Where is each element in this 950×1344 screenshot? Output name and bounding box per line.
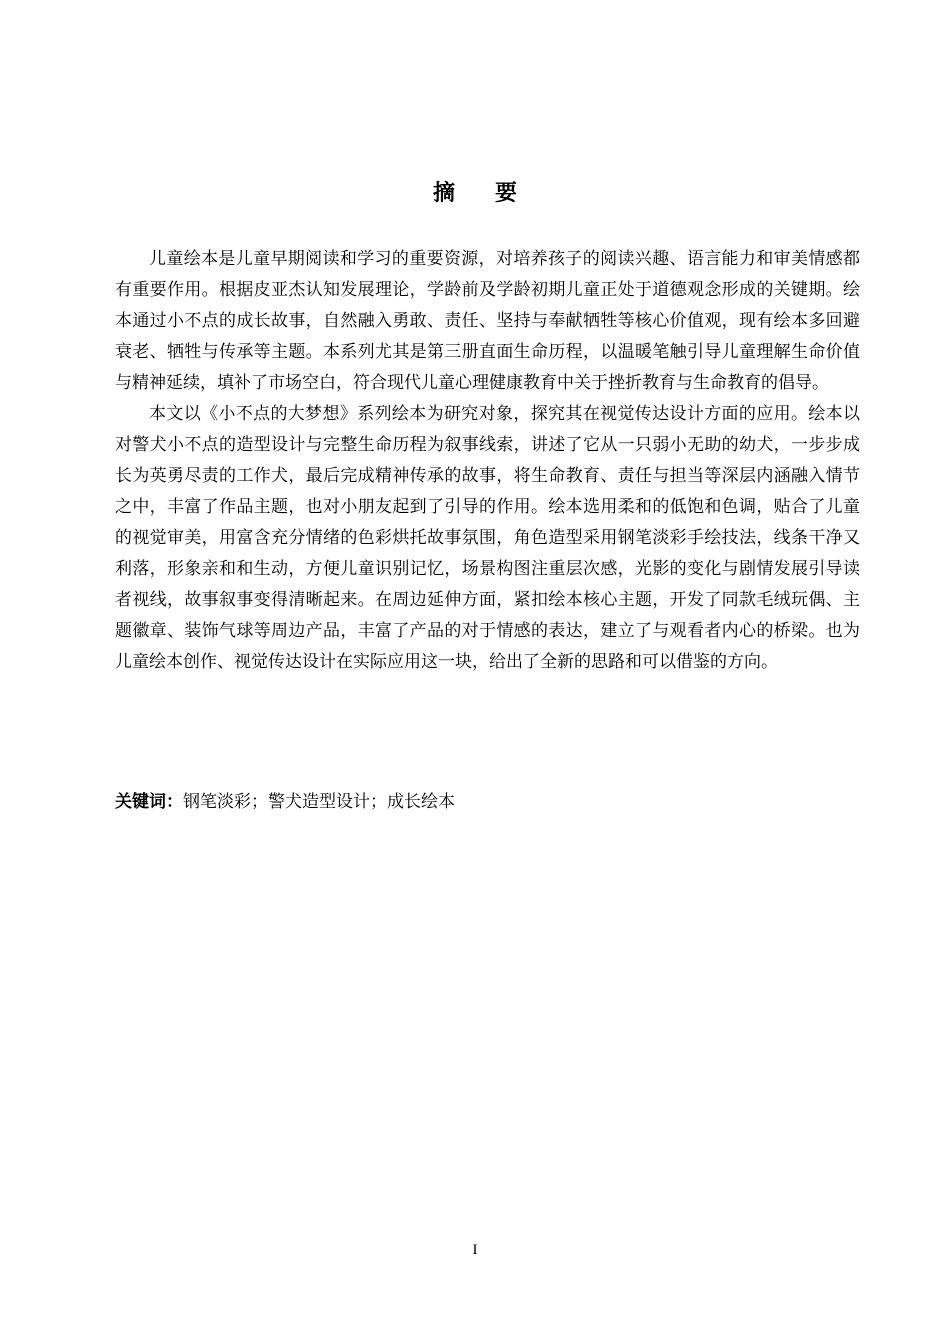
page-title: 摘要 [432, 181, 557, 206]
abstract-paragraph-2: 本文以《小不点的大梦想》系列绘本为研究对象，探究其在视觉传达设计方面的应用。绘本以对警犬小不点的造型设计与完整生命历程为叙事线索，讲述了它从一只弱小无助的幼犬，一步步成长为英勇尽责的工作犬，最后完成精神传承的故事，将生命教育、责任与担当等深层内涵融入情节之中，丰富了作品主题，也对小朋友起到了引导的作用。绘本选用柔和的低饱和色调，贴合了儿童的视觉审美，用富含充分情绪的色彩烘托故事氛围，角色造型采用钢笔淡彩手绘技法，线条干净又利落，形象亲和和生动，方便儿童识别记忆，场景构图注重层次感，光影的变化与剧情发展引导读者视线，故事叙事变得清晰起来。在周边延伸方面，紧扣绘本核心主题，开发了同款毛绒玩偶、主题徽章、装饰气球等周边产品，丰富了产品的对于情感的表达，建立了与观看者内心的桥梁。也为儿童绘本创作、视觉传达设计在实际应用这一块，给出了全新的思路和可以借鉴的方向。 [115, 404, 860, 672]
keywords-text: 钢笔淡彩；警犬造型设计；成长绘本 [183, 792, 455, 812]
keywords-line [115, 788, 860, 816]
keywords-label: 关键词： [115, 792, 183, 812]
abstract-paragraph-1: 儿童绘本是儿童早期阅读和学习的重要资源，对培养孩子的阅读兴趣、语言能力和审美情感都有重要作用。根据皮亚杰认知发展理论，学龄前及学龄初期儿童正处于道德观念形成的关键期。绘本通过小不点的成长故事，自然融入勇敢、责任、坚持与奉献牺牲等核心价值观，现有绘本多回避衰老、牺牲与传承等主题。本系列尤其是第三册直面生命历程，以温暖笔触引导儿童理解生命价值与精神延续，填补了市场空白，符合现代儿童心理健康教育中关于挫折教育与生命教育的倡导。 [115, 249, 860, 393]
abstract-body [115, 244, 860, 678]
page-number: I [472, 1242, 478, 1258]
